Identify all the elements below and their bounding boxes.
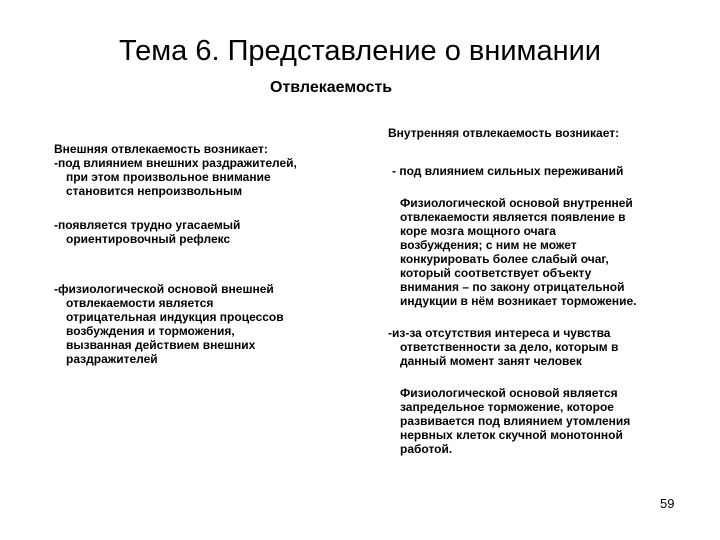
- external-item-3: [54, 282, 364, 366]
- internal-heading: Внутренняя отвлекаемость возникает:: [388, 126, 620, 140]
- internal-item-3-line: -из-за отсутствия интереса и чувства: [388, 326, 611, 340]
- external-item-1-line: становится непроизвольным: [66, 184, 243, 198]
- external-distractibility-column: [54, 142, 354, 366]
- external-item-3-line: отвлекаемости является: [66, 296, 214, 310]
- slide-title: Тема 6. Представление о внимании: [118, 35, 602, 67]
- internal-item-4-line: развивается под влиянием утомления: [400, 414, 631, 428]
- internal-item-4: [400, 386, 710, 456]
- external-item-1-line: при этом произвольное внимание: [66, 170, 271, 184]
- internal-item-2-line: отвлекаемости является появление в: [400, 210, 626, 224]
- internal-item-3-line: данный момент занят человек: [400, 354, 582, 368]
- external-item-3-line: вызванная действием внешних: [66, 338, 256, 352]
- internal-item-2-line: конкурировать более слабый очаг,: [400, 252, 609, 266]
- internal-item-4-line: запредельное торможение, которое: [400, 400, 614, 414]
- external-item-3-line: возбуждения и торможения,: [66, 324, 235, 338]
- internal-item-2-line: возбуждения; с ним не может: [400, 238, 577, 252]
- external-item-3-line: раздражителей: [66, 352, 158, 366]
- internal-item-3-line: ответственности за дело, которым в: [400, 340, 619, 354]
- internal-item-4-line: Физиологической основой является: [400, 386, 618, 400]
- external-item-3-line: -физиологической основой внешней: [54, 282, 274, 296]
- internal-item-2: [400, 196, 710, 308]
- internal-item-1-line: - под влиянием сильных переживаний: [392, 164, 624, 178]
- internal-item-2-line: Физиологической основой внутренней: [400, 196, 633, 210]
- external-item-1-line: -под влиянием внешних раздражителей,: [54, 156, 297, 170]
- external-item-2: [54, 218, 364, 246]
- internal-item-4-line: нервных клеток скучной монотонной: [400, 428, 623, 442]
- internal-item-2-line: индукции в нём возникает торможение.: [400, 294, 637, 308]
- internal-item-1: [392, 164, 702, 178]
- external-item-2-line: -появляется трудно угасаемый: [54, 218, 241, 232]
- internal-item-4-line: работой.: [400, 442, 453, 456]
- internal-item-2-line: который соответствует объекту: [400, 266, 592, 280]
- page-number: 59: [660, 496, 675, 511]
- slide-subtitle: Отвлекаемость: [270, 79, 393, 96]
- external-item-2-line: ориентировочный рефлекс: [66, 232, 231, 246]
- internal-distractibility-column: [388, 126, 698, 456]
- external-item-1: [54, 156, 364, 198]
- internal-item-2-line: внимания – по закону отрицательной: [400, 280, 625, 294]
- internal-item-3: [388, 326, 698, 368]
- internal-item-2-line: коре мозга мощного очага: [400, 224, 556, 238]
- external-heading: Внешняя отвлекаемость возникает:: [54, 142, 268, 156]
- external-item-3-line: отрицательная индукция процессов: [66, 310, 284, 324]
